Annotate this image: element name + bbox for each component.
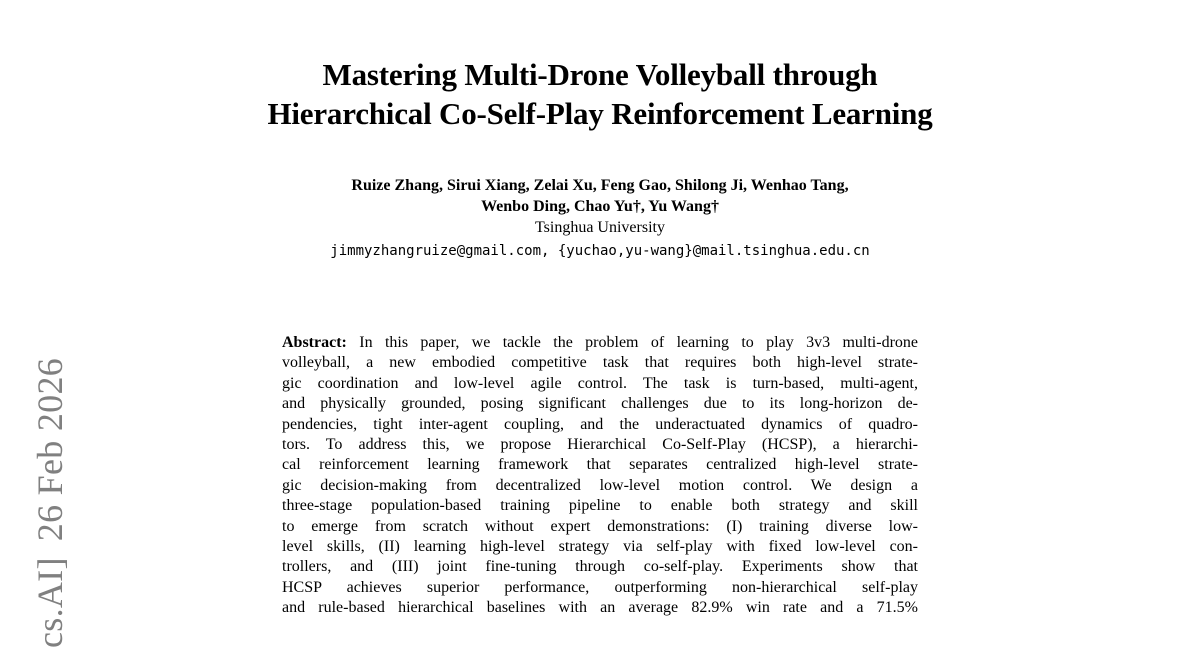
abstract-line: gic decision-making from decentralized low-level motion control. We design a — [282, 476, 918, 494]
author-list — [0, 175, 1200, 217]
abstract-first-line-text: In this paper, we tackle the problem of learning to play 3v3 multi-drone — [346, 334, 918, 351]
abstract-line: volleyball, a new embodied competitive task that requires both high-level strate- — [282, 354, 918, 372]
abstract-line: to emerge from scratch without expert demonstrations: (I) training diverse low- — [282, 517, 918, 535]
abstract-line: tors. To address this, we propose Hierarchical Co-Self-Play (HCSP), a hierarchi- — [282, 436, 918, 454]
abstract-line — [282, 333, 918, 353]
abstract-line: HCSP achieves superior performance, outperforming non-hierarchical self-play — [282, 578, 918, 596]
arxiv-date: 26 Feb 2026 — [30, 357, 70, 542]
author-line-1: Ruize Zhang, Sirui Xiang, Zelai Xu, Feng Gao, Shilong Ji, Wenhao Tang, — [351, 177, 849, 194]
arxiv-side-stamp — [30, 358, 70, 648]
abstract-line: level skills, (II) learning high-level strategy via self-play with fixed low-level con- — [282, 538, 918, 556]
abstract-line: three-stage population-based training pipeline to enable both strategy and skill — [282, 497, 918, 515]
affiliation: Tsinghua University — [535, 219, 665, 236]
author-line-2: Wenbo Ding, Chao Yu†, Yu Wang† — [481, 198, 719, 215]
abstract-line: gic coordination and low-level agile control. The task is turn-based, multi-agent, — [282, 374, 918, 392]
author-emails: jimmyzhangruize@gmail.com, {yuchao,yu-wang}@mail.tsinghua.edu.cn — [330, 243, 870, 259]
title-line-1: Mastering Multi-Drone Volleyball through — [322, 57, 878, 92]
paper-title — [0, 55, 1200, 133]
abstract-line: and rule-based hierarchical baselines with an average 82.9% win rate and a 71.5% — [282, 599, 918, 617]
abstract — [282, 333, 918, 619]
abstract-line: trollers, and (III) joint fine-tuning through co-self-play. Experiments show that — [282, 558, 918, 576]
abstract-line: pendencies, tight inter-agent coupling, and the underactuated dynamics of quadro- — [282, 415, 918, 433]
abstract-line: and physically grounded, posing significant challenges due to its long-horizon de- — [282, 395, 918, 413]
abstract-heading: Abstract: — [282, 334, 347, 351]
arxiv-category: cs.AI] — [30, 557, 70, 648]
title-line-2: Hierarchical Co-Self-Play Reinforcement Learning — [267, 96, 933, 131]
abstract-line: cal reinforcement learning framework that separates centralized high-level strate- — [282, 456, 918, 474]
